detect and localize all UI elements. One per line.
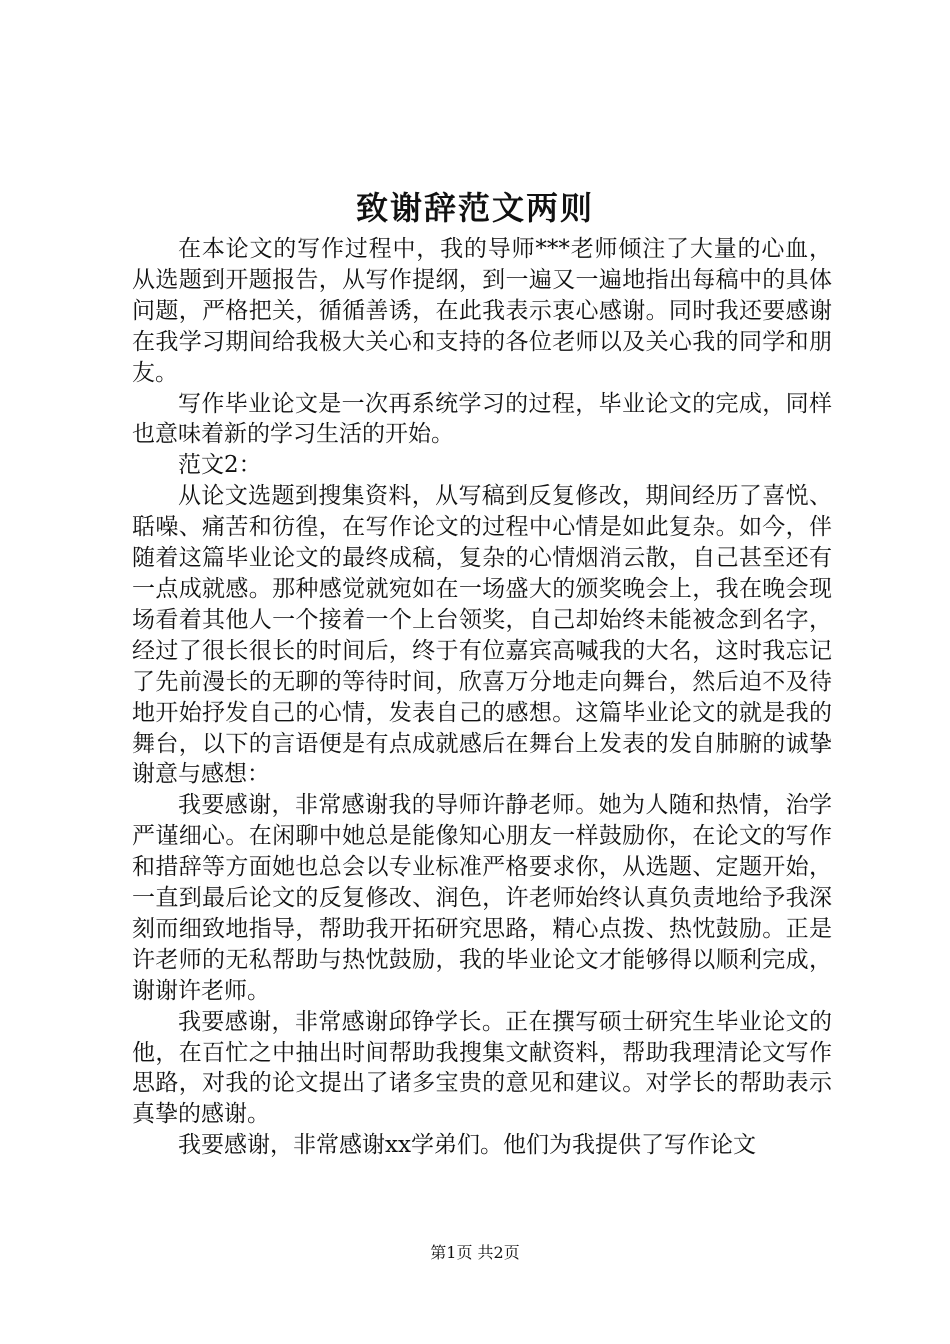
paragraph: 我要感谢，非常感谢xx学弟们。他们为我提供了写作论文	[178, 1132, 756, 1159]
paragraph: 我要感谢，非常感谢邱铮学长。正在撰写硕士研究生毕业论文的他，在百忙之中抽出时间帮助我搜集文献资料，帮助我理清论文写作思路，对我的论文提出了诸多宝贵的意见和建议。对学长的帮助表示真挚的感谢。	[132, 1008, 832, 1128]
paragraph: 写作毕业论文是一次再系统学习的过程，毕业论文的完成，同样也意味着新的学习生活的开始。	[132, 390, 832, 448]
paragraph: 在本论文的写作过程中，我的导师***老师倾注了大量的心血，从选题到开题报告，从写作提纲，到一遍又一遍地指出每稿中的具体问题，严格把关，循循善诱，在此我表示衷心感谢。同时我还要感谢在我学习期间给我极大关心和支持的各位老师以及关心我的同学和朋友。	[132, 236, 832, 386]
document-body	[132, 234, 832, 1161]
paragraph: 我要感谢，非常感谢我的导师许静老师。她为人随和热情，治学严谨细心。在闲聊中她总是能像知心朋友一样鼓励你，在论文的写作和措辞等方面她也总会以专业标准严格要求你，从选题、定题开始，一直到最后论文的反复修改、润色，许老师始终认真负责地给予我深刻而细致地指导，帮助我开拓研究思路，精心点拨、热忱鼓励。正是许老师的无私帮助与热忱鼓励，我的毕业论文才能够得以顺利完成，谢谢许老师。	[132, 792, 832, 1004]
paragraph: 从论文选题到搜集资料，从写稿到反复修改，期间经历了喜悦、聒噪、痛苦和彷徨，在写作论文的过程中心情是如此复杂。如今，伴随着这篇毕业论文的最终成稿，复杂的心情烟消云散，自己甚至还有一点成就感。那种感觉就宛如在一场盛大的颁奖晚会上，我在晚会现场看着其他人一个接着一个上台领奖，自己却始终未能被念到名字，经过了很长很长的时间后，终于有位嘉宾高喊我的大名，这时我忘记了先前漫长的无聊的等待时间，欣喜万分地走向舞台，然后迫不及待地开始抒发自己的心情，发表自己的感想。这篇毕业论文的就是我的舞台，以下的言语便是有点成就感后在舞台上发表的发自肺腑的诚挚谢意与感想：	[132, 483, 832, 788]
page-footer: 第1页 共2页	[430, 1243, 520, 1262]
document-title: 致谢辞范文两则	[355, 189, 594, 227]
section-label: 范文2：	[178, 452, 262, 479]
